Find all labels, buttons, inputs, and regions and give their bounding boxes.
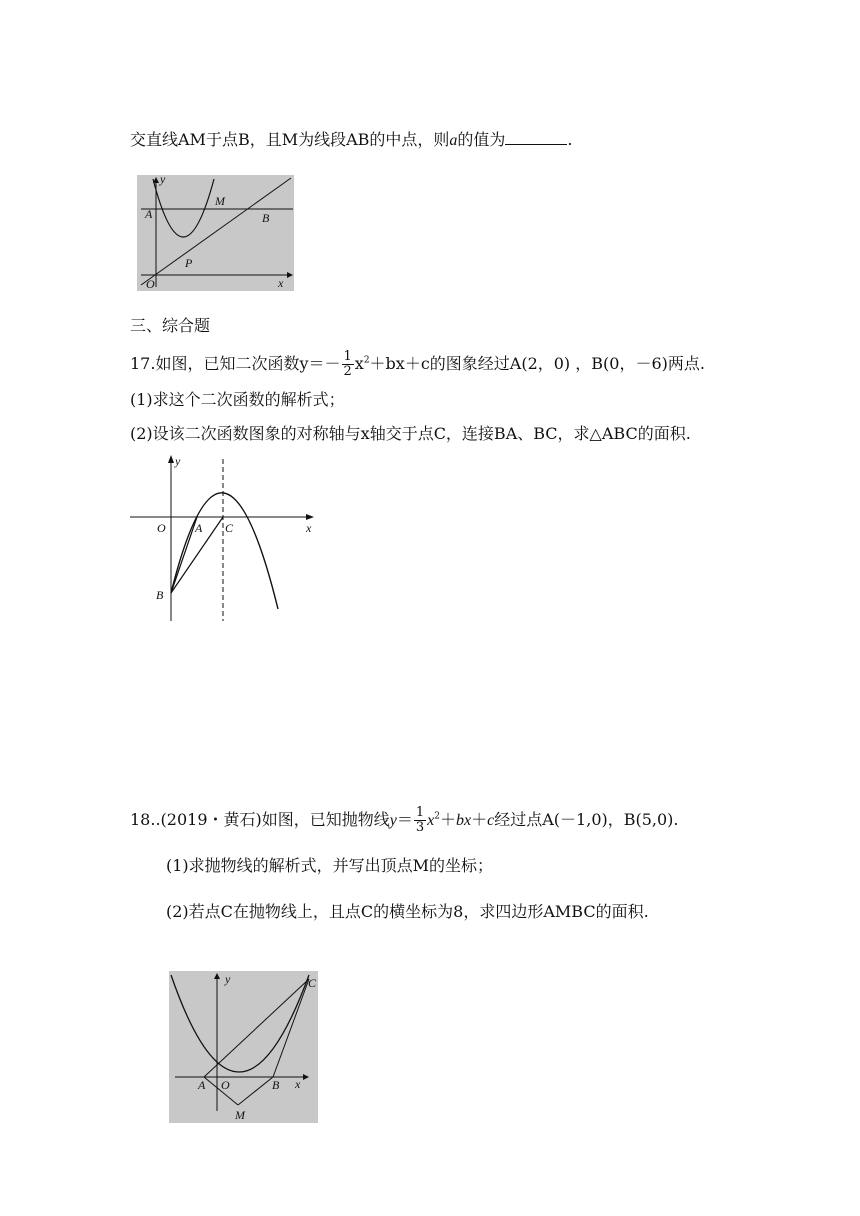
fig1-label-p: P: [185, 256, 193, 270]
q18-stem: [130, 804, 679, 837]
fig3-label-y: y: [225, 972, 231, 986]
q17-fraction: [342, 350, 354, 379]
q17-stem: [130, 349, 705, 379]
fig2-label-a: A: [195, 521, 203, 535]
q16-var-a: a: [449, 132, 458, 149]
q17-part1: (1)求这个二次函数的解析式；: [130, 390, 345, 409]
q18-lead: 18..(2019・黄石)如图，已知抛物线: [130, 810, 390, 829]
q17-x-exp: 2: [363, 355, 370, 366]
q18-part2: (2)若点C在抛物线上，且点C的横坐标为8，求四边形AMBC的面积.: [166, 902, 649, 921]
q18-figure: [169, 971, 318, 1123]
section-title: 三、综合题: [130, 316, 211, 335]
q16-line: [130, 130, 573, 151]
q17-x: x: [354, 354, 364, 373]
q17-part2: (2)设该二次函数图象的对称轴与x轴交于点C，连接BA、BC，求△ABC的面积.: [130, 424, 691, 443]
q17-figure: [128, 455, 320, 625]
q18-part1: (1)求抛物线的解析式，并写出顶点M的坐标；: [166, 856, 494, 875]
q17-tail: ＋bx＋c的图象经过A(2，0) ，B(0，－6)两点.: [369, 354, 705, 373]
fig1-label-m: M: [215, 194, 225, 208]
q18-fraction: [414, 806, 426, 835]
q16-figure: [137, 175, 294, 291]
q16-text-before: 交直线AM于点B，且M为线段AB的中点，则: [130, 130, 450, 149]
q18-frac-num: 1: [415, 805, 425, 820]
q16-text-after: .: [567, 130, 573, 149]
fig2-label-y: y: [175, 455, 181, 468]
q17-lead: 17.如图，已知二次函数y＝－: [130, 354, 341, 373]
q16-answer-blank: [505, 130, 567, 145]
q17-frac-den: 2: [343, 364, 352, 379]
fig1-label-o: O: [146, 277, 155, 291]
q18-plus2: ＋: [471, 810, 488, 829]
fig3-label-a: A: [198, 1078, 206, 1092]
fig1-label-x: x: [278, 276, 284, 290]
q17-frac-num: 1: [343, 349, 352, 364]
q18-c: c: [487, 812, 495, 829]
fig3-label-c: C: [308, 976, 317, 990]
q18-eq: ＝: [396, 810, 413, 829]
q18-x: x: [427, 812, 435, 829]
fig2-label-o: O: [157, 521, 166, 535]
fig3-label-m: M: [235, 1108, 245, 1122]
fig2-label-b: B: [156, 588, 164, 602]
q18-x-exp: 2: [434, 811, 440, 822]
fig1-label-b: B: [262, 211, 270, 225]
fig2-label-x: x: [306, 521, 312, 535]
fig1-label-y: y: [160, 175, 166, 186]
fig3-label-x: x: [295, 1077, 301, 1091]
q18-y: y: [389, 812, 397, 829]
fig1-label-a: A: [145, 207, 153, 221]
q18-frac-den: 3: [415, 820, 425, 835]
q18-plus1: ＋: [440, 810, 457, 829]
fig2-label-c: C: [225, 521, 234, 535]
fig3-label-b: B: [272, 1078, 280, 1092]
q18-bx: bx: [456, 812, 472, 829]
fig3-label-o: O: [221, 1078, 230, 1092]
q16-text-mid: 的值为: [457, 130, 506, 149]
q18-tail: 经过点A(－1,0)，B(5,0).: [494, 810, 679, 829]
